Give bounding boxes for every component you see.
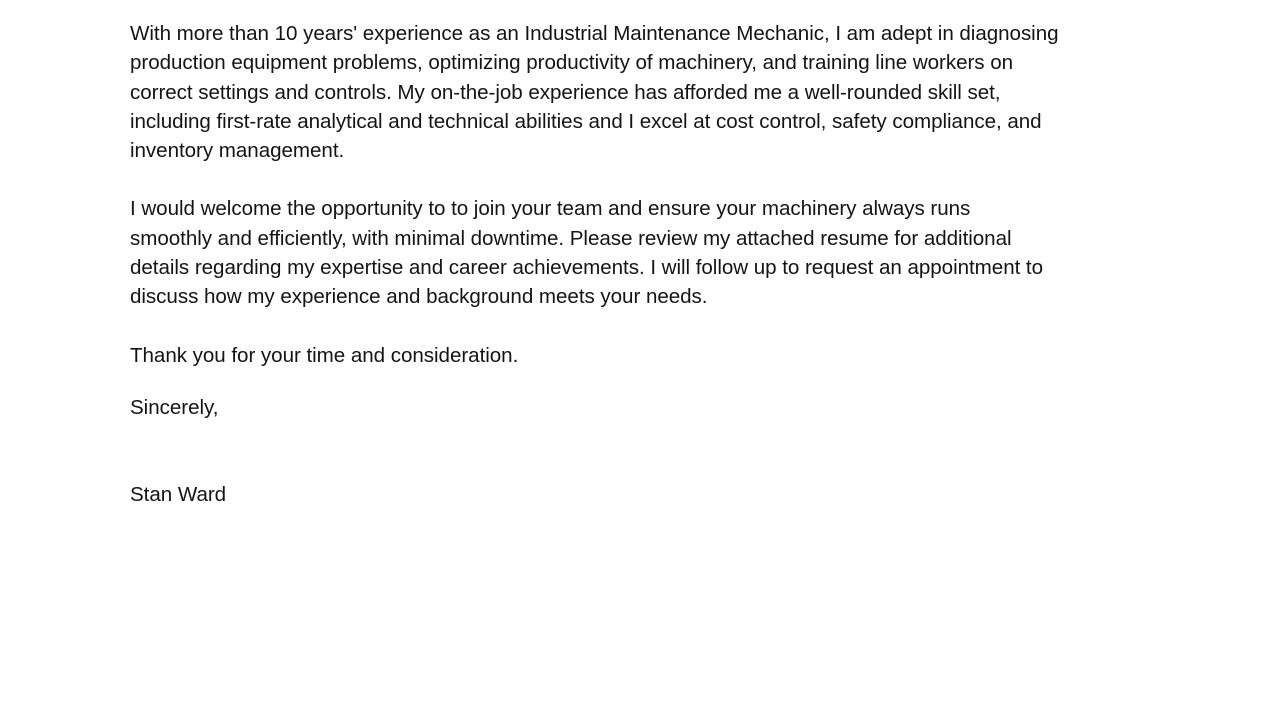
letter-paragraph-experience: With more than 10 years' experience as an Industrial Maintenance Mechanic, I am adept in diagnosing production equipment problems, optimizing productivity of machinery, and training line workers on correct settings and controls. My on-the-job experience has afforded me a well-rounded skill set, including first-rate analytical and technical abilities and I excel at cost control, safety compliance, and inventory management. <box>130 22 1059 163</box>
letter-closing: Sincerely, <box>130 395 219 419</box>
letter-paragraph-thanks: Thank you for your time and consideration. <box>130 343 519 367</box>
letter-signature-name: Stan Ward <box>130 483 227 507</box>
letter-body <box>130 19 1160 510</box>
letter-paragraph-request: I would welcome the opportunity to to join your team and ensure your machinery always runs smoothly and efficiently, with minimal downtime. Please review my attached resume for additional details regarding my expertise and career achievements. I will follow up to request an appointment to discuss how my experience and background meets your needs. <box>130 197 1044 309</box>
